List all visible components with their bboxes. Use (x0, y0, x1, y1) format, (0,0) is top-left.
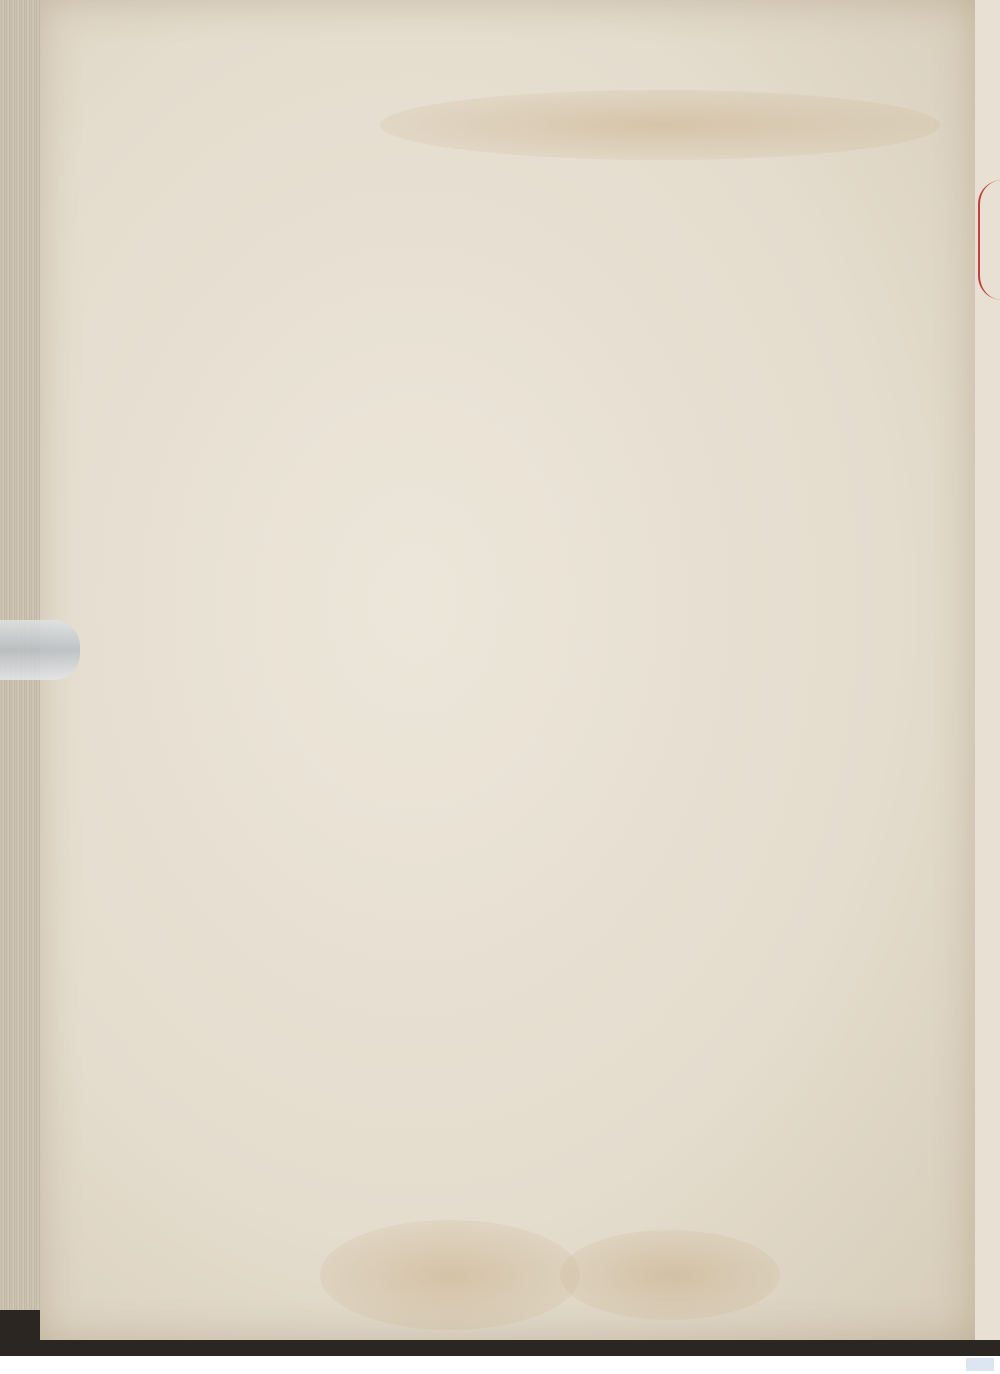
water-stain (560, 1230, 780, 1320)
book-page (40, 0, 975, 1340)
water-stain (380, 90, 940, 160)
water-stain (320, 1220, 580, 1330)
red-margin-mark (978, 180, 1000, 300)
page-clip (0, 620, 80, 680)
footer-bar (0, 1356, 1000, 1374)
dfg-logo (966, 1358, 994, 1371)
